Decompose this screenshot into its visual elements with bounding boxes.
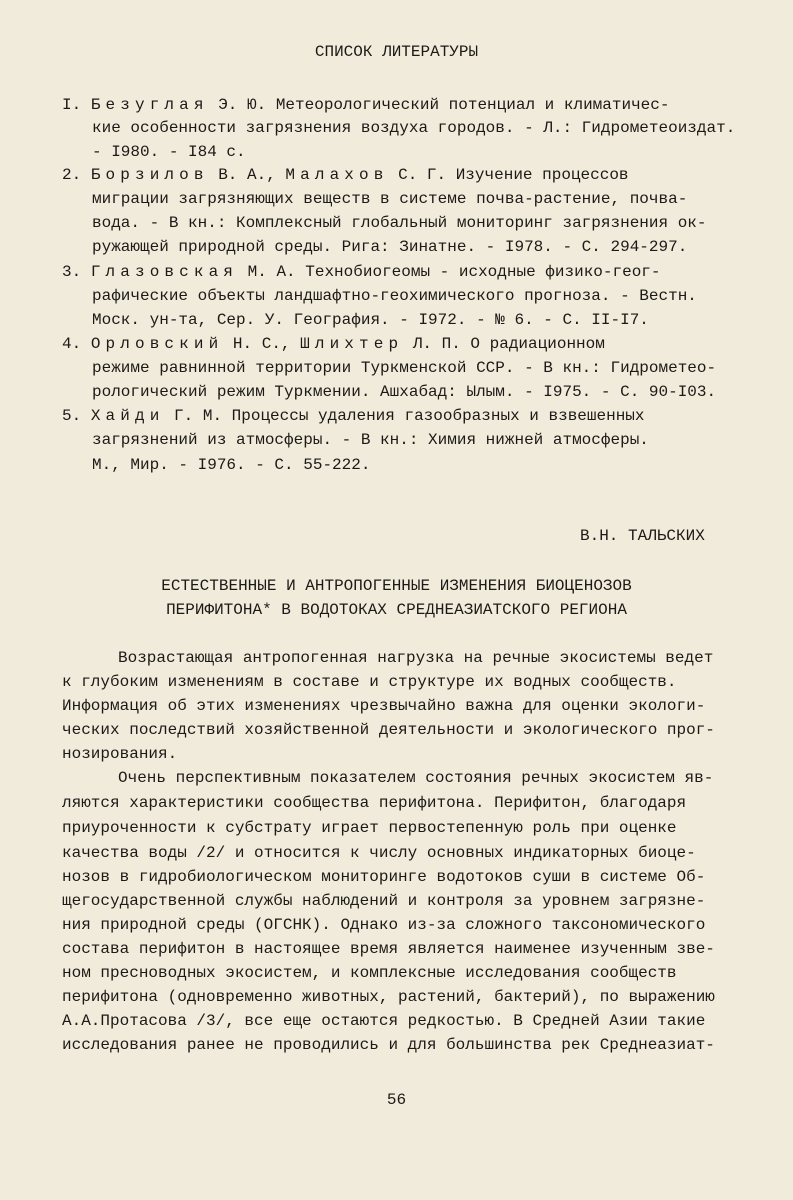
reference-line: М., Мир. - I976. - С. 55-222. <box>92 456 371 474</box>
paragraph-line: Возрастающая антропогенная нагрузка на речные экосистемы ведет <box>118 649 714 667</box>
reference-line: миграции загрязняющих веществ в системе почва-растение, почва- <box>92 190 688 208</box>
paragraph-line: приуроченности к субстрату играет первостепенную роль при оценке <box>62 819 677 837</box>
reference-line: загрязнений из атмосферы. - В кн.: Химия нижней атмосферы. <box>92 431 649 449</box>
reference-number: 2. <box>62 166 82 184</box>
reference-line: - I980. - I84 с. <box>92 143 246 161</box>
paragraph-line: исследования ранее не проводились и для большинства рек Среднеазиат- <box>62 1036 715 1054</box>
reference-text: Г. М. Процессы удаления газообразных и взвешенных <box>174 407 645 425</box>
paragraph-line: ляются характеристики сообщества перифитона. Перифитон, благодаря <box>62 794 687 812</box>
reference-line: режиме равнинной территории Туркменской ССР. - В кн.: Гидрометео- <box>92 359 717 377</box>
reference-author: Хайди <box>90 407 165 425</box>
paragraph-line: нозов в гидробиологическом мониторинге водотоков суши в системе Об- <box>62 868 706 886</box>
paragraph-line: качества воды /2/ и относится к числу основных индикаторных биоце- <box>62 844 696 862</box>
references-heading: СПИСОК ЛИТЕРАТУРЫ <box>314 43 479 61</box>
reference-line: кие особенности загрязнения воздуха городов. - Л.: Гидрометеоиздат. <box>92 119 736 137</box>
paragraph-line: ном пресноводных экосистем, и комплексные исследования сообществ <box>62 964 677 982</box>
reference-number: 4. <box>62 335 82 353</box>
paragraph-line: Информация об этих изменениях чрезвычайно важна для оценки экологи- <box>62 697 706 715</box>
reference-number: 3. <box>62 263 82 281</box>
paragraph-line: перифитона (одновременно животных, растений, бактерий), по выражению <box>62 988 715 1006</box>
article-title-line: ЕСТЕСТВЕННЫЕ И АНТРОПОГЕННЫЕ ИЗМЕНЕНИЯ БИОЦЕНОЗОВ <box>161 577 632 595</box>
reference-text: М. А. Технобиогеомы - исходные физико-геог- <box>247 263 661 281</box>
reference-text: С. Г. Изучение процессов <box>398 166 629 184</box>
reference-number: I. <box>62 96 82 114</box>
article-author: В.Н. ТАЛЬСКИХ <box>580 527 705 545</box>
paragraph-line: А.А.Протасова /3/, все еще остаются редкостью. В Средней Азии такие <box>62 1012 706 1030</box>
paragraph-line: нозирования. <box>62 745 178 763</box>
reference-line: вода. - В кн.: Комплексный глобальный мониторинг загрязнения ок- <box>92 214 707 232</box>
reference-initials: Н. С., <box>232 335 291 353</box>
reference-author: Борзилов <box>90 166 209 184</box>
reference-first-line <box>62 95 669 115</box>
reference-author: Глазовская <box>90 263 239 281</box>
reference-number: 5. <box>62 407 82 425</box>
reference-first-line <box>62 165 629 185</box>
reference-coauthor: Малахов <box>285 166 389 184</box>
reference-text: Э. Ю. Метеорологический потенциал и климатичес- <box>218 96 670 114</box>
reference-first-line <box>62 262 661 282</box>
paragraph-line: состава перифитон в настоящее время является наименее изученным зве- <box>62 940 715 958</box>
reference-line: рологический режим Туркмении. Ашхабад: Ылым. - I975. - С. 90-I03. <box>92 383 717 401</box>
reference-author: Безуглая <box>90 96 209 114</box>
reference-line: ружающей природной среды. Рига: Зинатне. - I978. - С. 294-297. <box>92 238 688 256</box>
paragraph-line: щегосударственной службы наблюдений и контроля за уровнем загрязне- <box>62 892 706 910</box>
reference-author: Орловский <box>90 335 224 353</box>
paragraph-line: к глубоким изменениям в составе и структуре их водных сообществ. <box>62 673 677 691</box>
page-number: 56 <box>386 1091 407 1109</box>
reference-text: Л. П. О радиационном <box>412 335 605 353</box>
paragraph-line: ния природной среды (ОГСНК). Однако из-за сложного таксономического <box>62 916 706 934</box>
article-title-line: ПЕРИФИТОНА* В ВОДОТОКАХ СРЕДНЕАЗИАТСКОГО РЕГИОНА <box>166 601 627 619</box>
reference-initials: В. А., <box>218 166 276 184</box>
reference-first-line <box>62 334 605 354</box>
paragraph-line: Очень перспективным показателем состояния речных экосистем яв- <box>118 769 714 787</box>
paragraph-line: ческих последствий хозяйственной деятельности и экологического прог- <box>62 721 715 739</box>
reference-line: Моск. ун-та, Сер. У. География. - I972. - № 6. - С. II-I7. <box>92 311 649 329</box>
reference-line: рафические объекты ландшафтно-геохимического прогноза. - Вестн. <box>92 287 697 305</box>
reference-coauthor: Шлихтер <box>300 335 404 353</box>
reference-first-line <box>62 406 645 426</box>
